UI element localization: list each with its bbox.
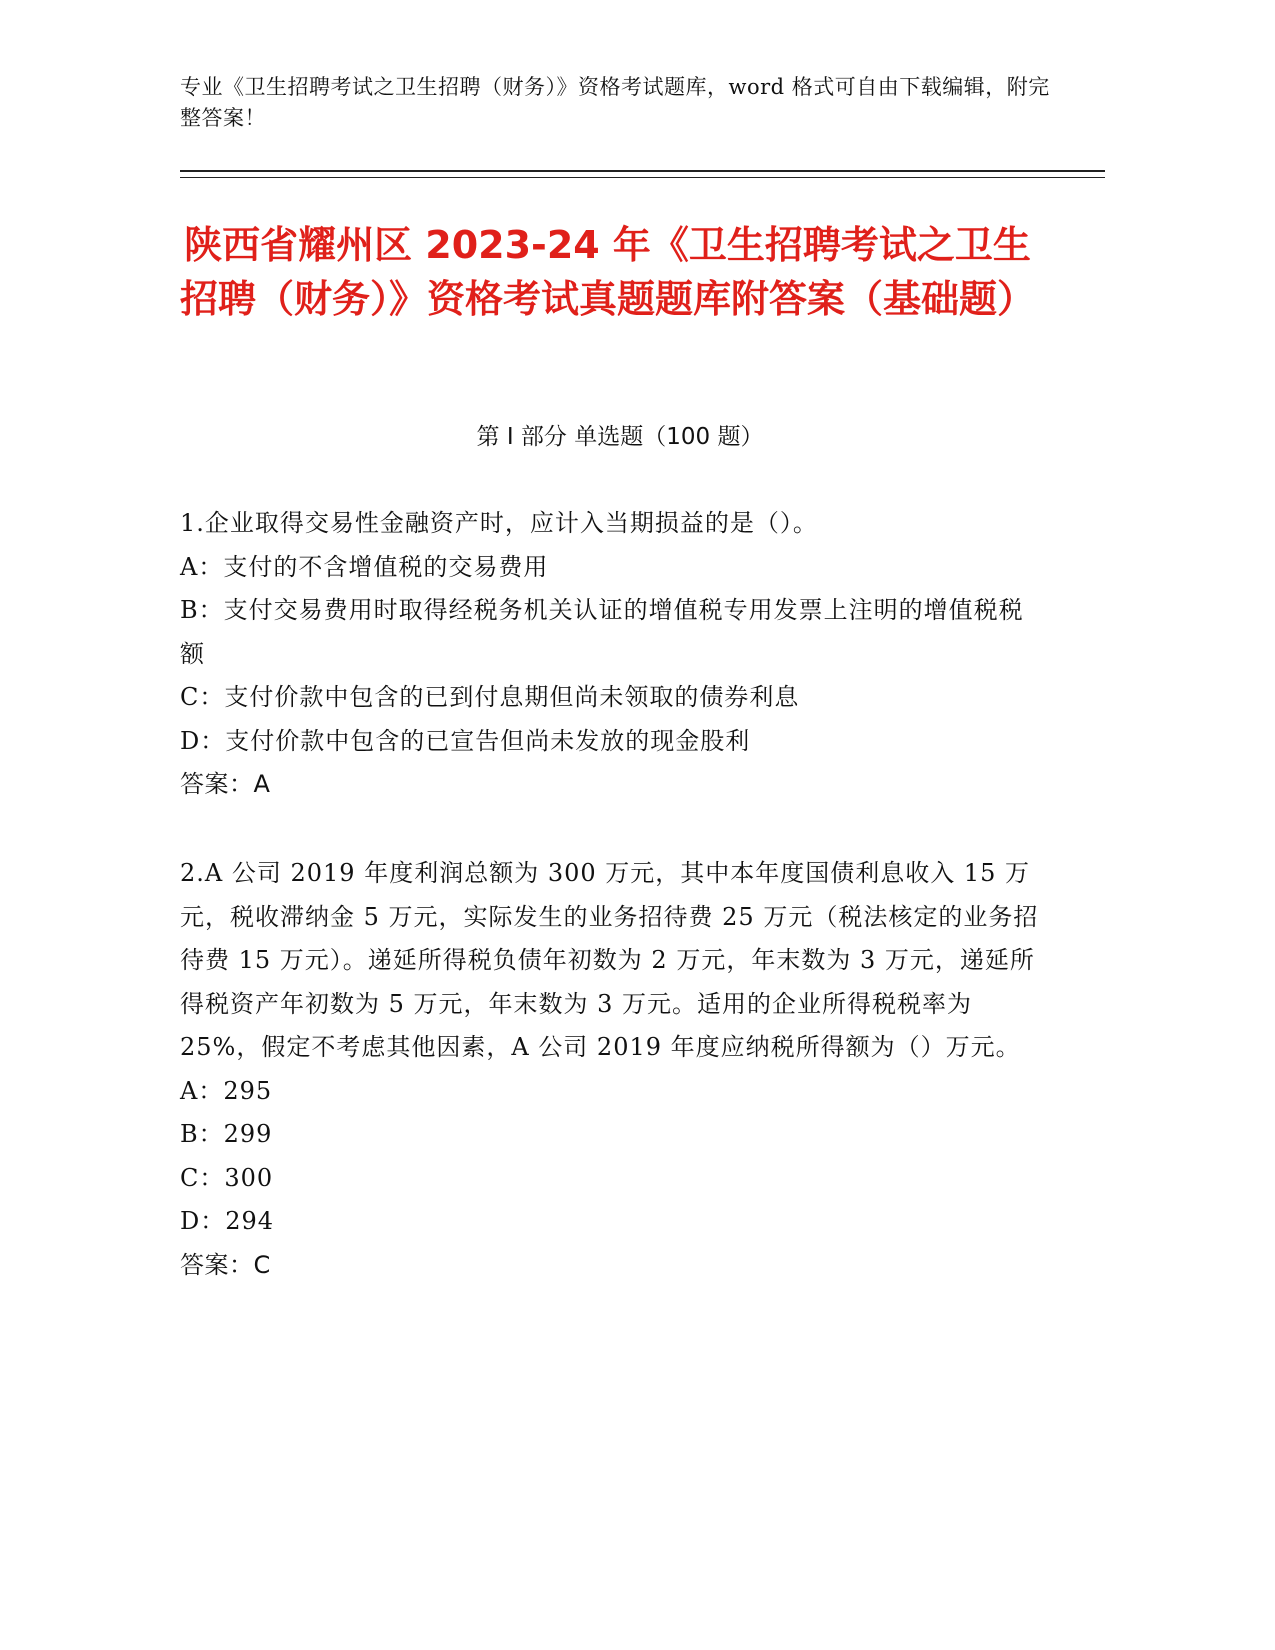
answer-line: 答案：C: [180, 1250, 271, 1279]
header-note: 专业《卫生招聘考试之卫生招聘（财务）》资格考试题库，word 格式可自由下载编辑，附完整答案！: [180, 75, 1050, 130]
question-stem: 2.A 公司 2019 年度利润总额为 300 万元，其中本年度国债利息收入 15 万元，税收滞纳金 5 万元，实际发生的业务招待费 25 万元（税法核定的业务招待费 15 万元）。递延所得税负债年初数为 2 万元，年末数为 3 万元，递延所得税资产年初数为 5 万元，年末数为 3 万元。适用的企业所得税税率为 25%，假定不考虑其他因素，A 公司 2019 年度应纳税所得额为（）万元。: [180, 859, 1039, 1061]
question-2: [180, 852, 1040, 1287]
option-b: B：299: [180, 1120, 273, 1148]
section-heading: 第 I 部分 单选题（100 题）: [476, 424, 764, 450]
option-a: A：支付的不含增值税的交易费用: [180, 552, 549, 581]
option-c: C：300: [180, 1163, 274, 1192]
option-d: D：294: [180, 1207, 275, 1235]
header-divider-thick: [180, 170, 1105, 172]
question-stem: 1.企业取得交易性金融资产时，应计入当期损益的是（）。: [180, 509, 818, 537]
answer-line: 答案：A: [180, 770, 271, 798]
option-b: B：支付交易费用时取得经税务机关认证的增值税专用发票上注明的增值税税额: [180, 596, 1024, 668]
option-a: A：295: [180, 1076, 273, 1105]
option-d: D：支付价款中包含的已宣告但尚未发放的现金股利: [180, 726, 751, 755]
header-divider-thin: [180, 177, 1105, 178]
option-c: C：支付价款中包含的已到付息期但尚未领取的债券利息: [180, 683, 800, 711]
document-title: 陕西省耀州区 2023-24 年《卫生招聘考试之卫生招聘（财务）》资格考试真题题库附答案（基础题）: [179, 223, 1035, 321]
question-1: [180, 502, 1040, 807]
